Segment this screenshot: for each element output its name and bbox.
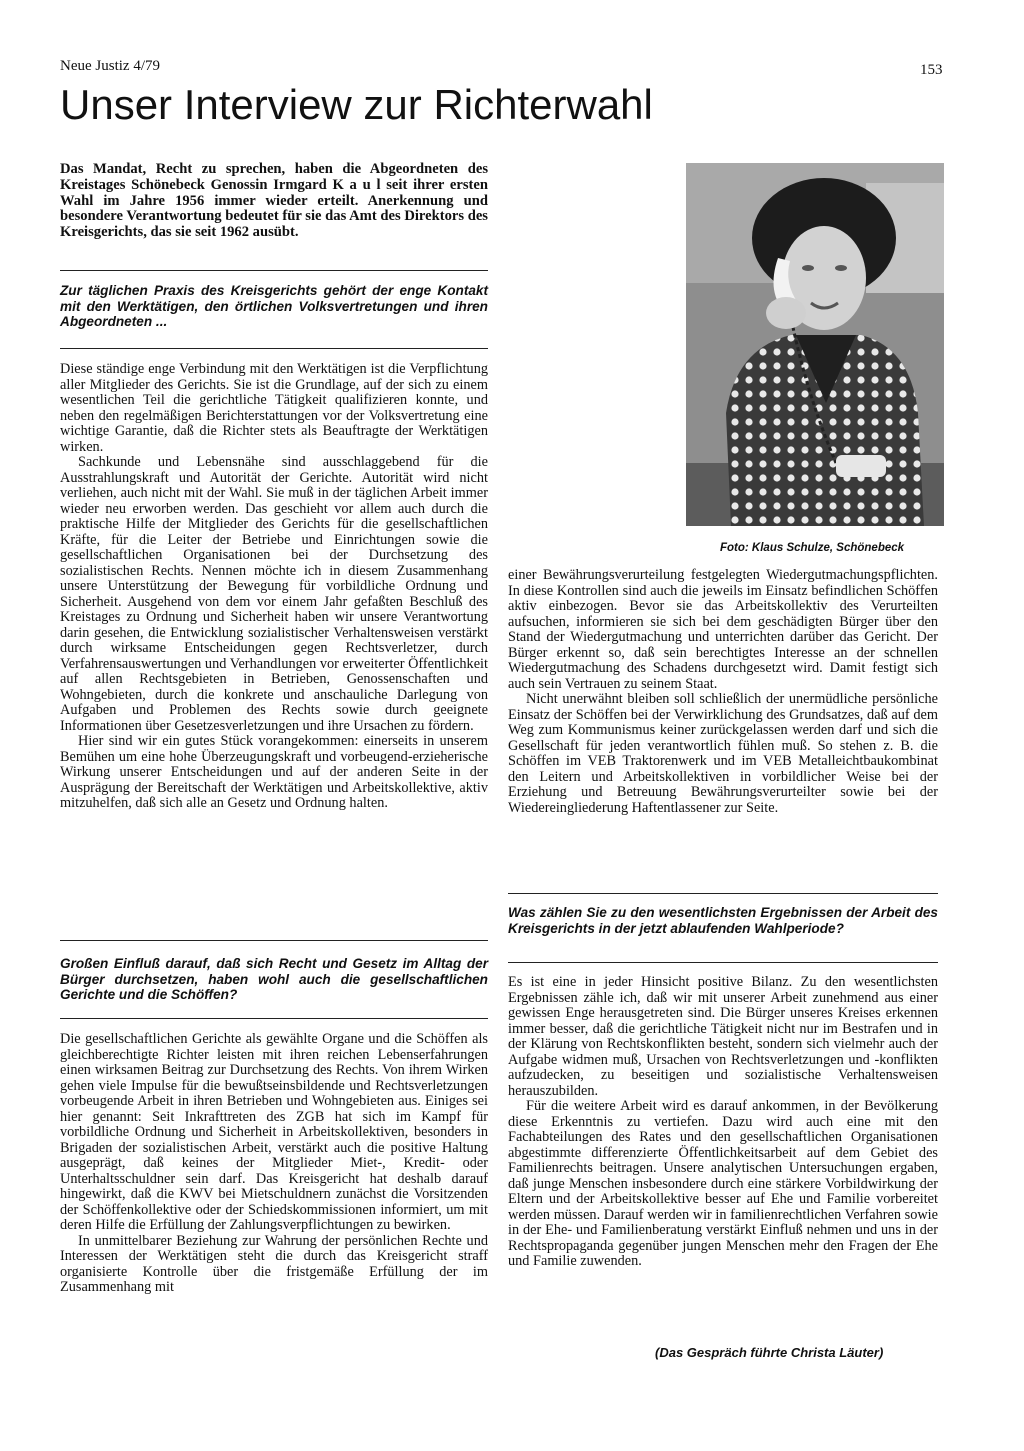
paragraph: Diese ständige enge Verbindung mit den Werktätigen ist die Verpflichtung aller Mitglieder des Gerichts. Sie ist die Grundlage, auf der sich zu einem wesentlichen Teil die gerichtliche Tätigkeit qualifizieren konnte, und neben den regelmäßigen Berichterstattungen vor der Volksvertretung eine wichtige Garantie, daß die Richter stets als Beauftragte der Werktätigen wirken.	[60, 361, 488, 455]
answer-3	[508, 975, 938, 1270]
paragraph: Die gesellschaftlichen Gerichte als gewählte Organe und die Schöffen als gleichberechtigte Richter leisten mit ihren reichen Lebenserfahrungen einen wirksamen Beitrag zur Durchsetzung des Rechts. Von ihrem Wirken gehen viele Impulse für die bewußtseinsbildende und Rechtsverletzungen vorbeugende Arbeit in ihren Betrieben und Wohngebieten aus. Einiges sei hier genannt: Seit Inkrafttreten des ZGB hat sich im Kampf für vorbildliche Ordnung und Sicherheit in Arbeitskollektiven, besonders in Brigaden der sozialistischen Arbeit, verstärkt auch die positive Haltung ausgeprägt, daß keines der Mitglieder Miet-, Kredit- oder Unterhaltsschuldner sein darf. Das Kreisgericht hat deshalb darauf hingewirkt, daß die KWV bei Mietschuldnern zunächst die Vorsitzenden der Schöffenkollektive oder der Schiedskommissionen informiert, um mit deren Hilfe die Erfüllung der Zahlungsverpflichtungen zu bewirken.	[60, 1031, 488, 1233]
divider	[508, 893, 938, 894]
answer-2-right	[508, 568, 938, 816]
paragraph: Für die weitere Arbeit wird es darauf ankommen, in der Bevölkerung diese Erkenntnis zu vertiefen. Dazu wird auch eine mit den Fachabteilungen des Rates und den gesellschaftlichen Organisationen abgestimmte differenzierte Öffentlichkeitsarbeit auf dem Gebiet des Familienrechts beitragen. Unsere analytischen Untersuchungen ergaben, daß junge Menschen insbesondere durch eine stärkere Vorbildwirkung der Eltern und der Arbeitskollektive besser auf Ehe und Familie vorbereitet werden müssen. Darauf werden wir in familienrechtlichen Verfahren sowie in der Ehe- und Familienberatung verstärkt Einfluß nehmen und uns in der Rechtspropaganda gegenüber jungen Menschen mehr den Fragen der Ehe und Familie zuwenden.	[508, 1098, 938, 1269]
paragraph: Hier sind wir ein gutes Stück vorangekommen: einerseits in unserem Bemühen um eine hohe Überzeugungskraft und vorbeugend-erzieherische Wirkung unserer Entscheidungen und auf der anderen Seite in der Ausprägung der Bereitschaft der Werktätigen und Arbeitskollektive, aktiv mitzuhelfen, daß sich alle an Gesetz und Ordnung halten.	[60, 733, 488, 811]
divider	[60, 270, 488, 271]
journal-issue: Neue Justiz 4/79	[60, 58, 160, 74]
interview-credit: (Das Gespräch führte Christa Läuter)	[655, 1345, 884, 1360]
paragraph: In unmittelbarer Beziehung zur Wahrung der persönlichen Rechte und Interessen der Werktätigen steht die durch das Kreisgericht straff organisierte Kontrolle über die fristgemäße Erfüllung der im Zusammenhang mit	[60, 1232, 488, 1295]
question-3: Was zählen Sie zu den wesentlichsten Ergebnissen der Arbeit des Kreisgerichts in der jetzt ablaufenden Wahlperiode?	[508, 905, 938, 936]
portrait-photo	[686, 163, 944, 526]
answer-1	[60, 362, 488, 812]
question-2: Großen Einfluß darauf, daß sich Recht und Gesetz im Alltag der Bürger durchsetzen, haben wohl auch die gesellschaftlichen Gerichte und die Schöffen?	[60, 956, 488, 1002]
paragraph: Nicht unerwähnt bleiben soll schließlich der unermüdliche persönliche Einsatz der Schöffen bei der Verwirklichung des Grundsatzes, daß auf dem Weg zum Kommunismus keiner zurückgelassen werden darf und sich die Gesellschaft für jeden verantwortlich fühlen muß. So stehen z. B. die Schöffen im VEB Traktorenwerk und im VEB Metalleichtbaukombinat den Leitern und Arbeitskollektiven in vorbildlicher Weise bei der Erziehung und Betreuung Bewährungsverurteilter sowie bei der Wiedereingliederung Haftentlassener zur Seite.	[508, 691, 938, 816]
headline: Unser Interview zur Richterwahl	[60, 81, 653, 128]
paragraph: einer Bewährungsverurteilung festgelegten Wiedergutmachungspflichten. In diese Kontrollen sind auch die jeweils im Einsatz befindlichen Schöffen aktiv einbezogen. Bevor sie das Arbeitskollektiv des Verurteilten aufsuchen, informieren sie sich bei dem geschädigten Bürger über den Stand der Wiedergutmachung und unterrichten darüber das Gericht. Der Bürger erkennt so, daß sein berechtigtes Interesse an der schnellen Wiedergutmachung des Schadens durchgesetzt wird. Damit festigt sich auch sein Vertrauen zu seinem Staat.	[508, 567, 938, 692]
paragraph: Es ist eine in jeder Hinsicht positive Bilanz. Zu den wesentlichsten Ergebnissen zähle ich, daß wir mit unserer Arbeit zunehmend aus einer gewissen Enge herausgetreten sind. Die Bürger unseres Kreises erkennen immer besser, daß die gerichtliche Tätigkeit nicht nur im Bestrafen und in der Klärung von Rechtskonflikten besteht, sondern sich vielmehr auch der Aufgabe widmen muß, Ursachen von Rechtsverletzungen und -konflikten aufzudecken, zu beseitigen und sozialistische Verhaltensweisen herauszubilden.	[508, 974, 938, 1099]
question-1: Zur täglichen Praxis des Kreisgerichts gehört der enge Kontakt mit den Werktätigen, den örtlichen Volksvertretungen und ihren Abgeordneten ...	[60, 283, 488, 329]
lead-paragraph: Das Mandat, Recht zu sprechen, haben die Abgeordneten des Kreistages Schönebeck Genossin Irmgard K a u l seit ihrer ersten Wahl im Jahre 1956 immer wieder erteilt. Anerkennung und besondere Verantwortung bedeutet für sie das Amt des Direktors des Kreisgerichts, das sie seit 1962 ausübt.	[60, 161, 488, 241]
divider	[60, 940, 488, 941]
photo-illustration	[686, 163, 944, 526]
divider	[60, 1018, 488, 1019]
answer-2-left	[60, 1032, 488, 1296]
page-number: 153	[920, 62, 943, 78]
photo-caption: Foto: Klaus Schulze, Schönebeck	[720, 542, 905, 554]
paragraph: Sachkunde und Lebensnähe sind ausschlaggebend für die Ausstrahlungskraft und Autorität der Gerichte. Autorität wird nicht verliehen, auch nicht mit der Wahl. Sie muß in der täglichen Arbeit immer wieder neu erworben werden. Das geschieht vor allem auch durch die praktische Hilfe der Mitglieder des Gerichts für die gesellschaftlichen Kräfte, für die Leiter der Betriebe und Einrichtungen sowie die gesellschaftlichen Organisationen bei der Durchsetzung des sozialistischen Rechts. Nennen möchte ich in diesem Zusammenhang unsere Unterstützung der Bewegung für vorbildliche Ordnung und Sicherheit. Ausgehend von dem vor einem Jahr gefaßten Beschluß des Kreistages zu Ordnung und Sicherheit haben wir unsere Verantwortung darin gesehen, die Entwicklung sozialistischer Verhaltensweisen verstärkt durch wirksame Entscheidungen gegen Rechtsverletzer, durch Verfahrensauswertungen und Verhandlungen vor erweiterter Öffentlichkeit auf allen Rechtsgebieten in Betrieben, Genossenschaften und Wohngebieten, durch die konkrete und anschauliche Darlegung von Aufgaben und Problemen des Rechts sowie durch geeignete Informationen über Gesetzesverletzungen und ihre Ursachen zu fördern.	[60, 454, 488, 734]
divider	[60, 348, 488, 349]
divider	[508, 962, 938, 963]
